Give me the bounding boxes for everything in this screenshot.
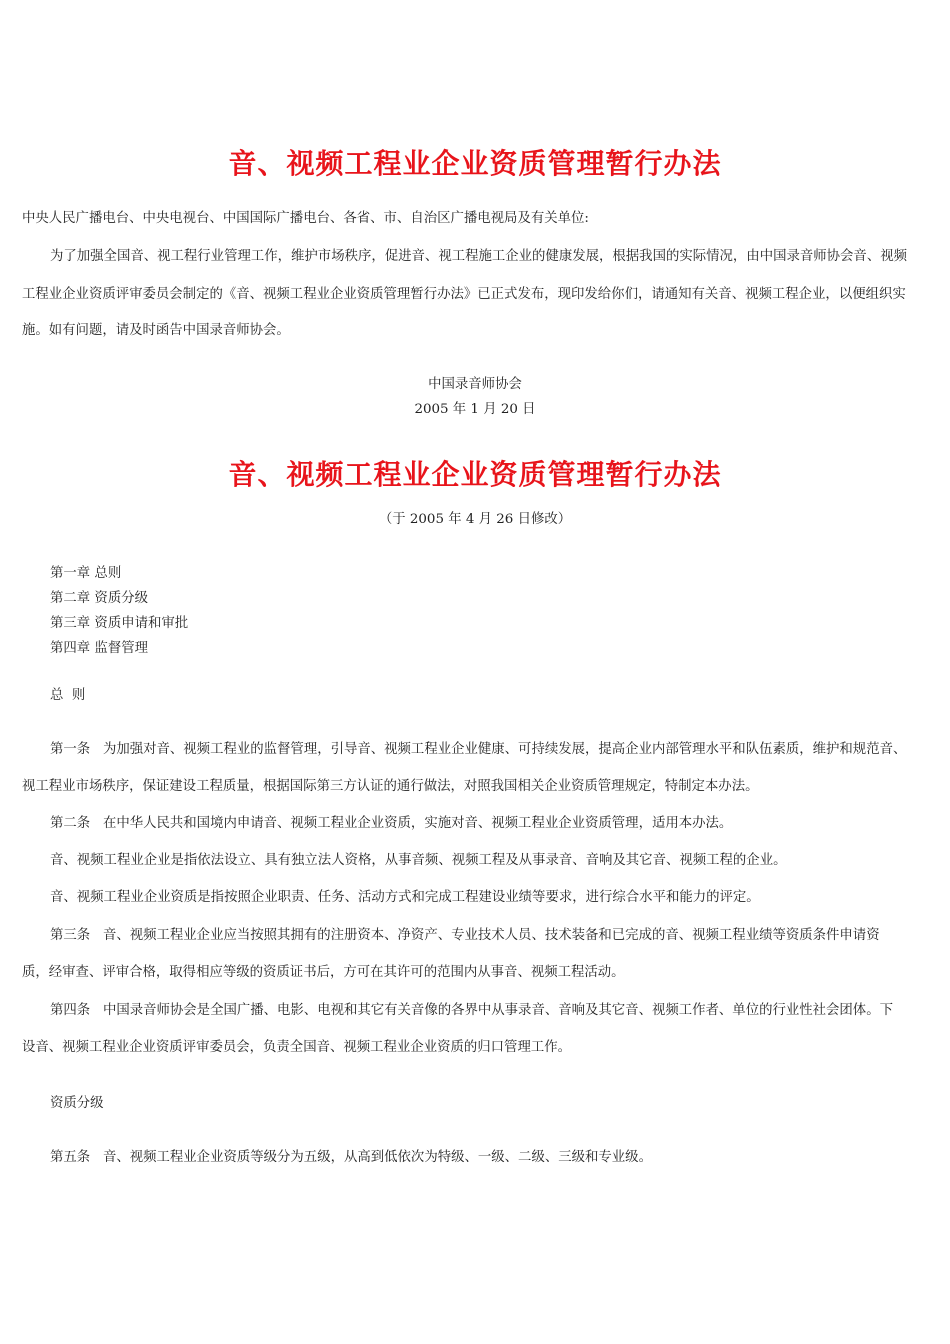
toc-chapter-3: 第三章 资质申请和审批 xyxy=(50,616,189,631)
salutation: 中央人民广播电台、中央电视台、中国国际广播电台、各省、市、自治区广播电视局及有关单位: xyxy=(22,211,589,226)
signature-org: 中国录音师协会 xyxy=(428,377,522,392)
article-1-line-1: 第一条 为加强对音、视频工程业的监督管理，引导音、视频工程业企业健康、可持续发展，提高企业内部管理水平和队伍素质，维护和规范音、 xyxy=(50,742,907,757)
notice-line-2: 工程业企业资质评审委员会制定的《音、视频工程业企业资质管理暂行办法》已正式发布，现印发给你们，请通知有关音、视频工程企业，以便组织实 xyxy=(22,287,906,302)
document-title: 音、视频工程业企业资质管理暂行办法 xyxy=(228,147,722,180)
section-heading-general: 总 则 xyxy=(50,688,86,703)
signature-date: 2005 年 1 月 20 日 xyxy=(414,402,536,417)
notice-line-3: 施。如有问题，请及时函告中国录音师协会。 xyxy=(22,323,290,338)
section-heading-grading: 资质分级 xyxy=(50,1096,104,1111)
regulation-title: 音、视频工程业企业资质管理暂行办法 xyxy=(228,458,722,491)
article-5: 第五条 音、视频工程业企业资质等级分为五级，从高到低依次为特级、一级、二级、三级和专业级。 xyxy=(50,1150,652,1165)
article-2: 第二条 在中华人民共和国境内申请音、视频工程业企业资质，实施对音、视频工程业企业资质管理，适用本办法。 xyxy=(50,816,733,831)
article-3-line-2: 质，经审查、评审合格，取得相应等级的资质证书后，方可在其许可的范围内从事音、视频工程活动。 xyxy=(22,965,625,980)
revision-note: （于 2005 年 4 月 26 日修改） xyxy=(378,512,572,527)
article-4-line-2: 设音、视频工程业企业资质评审委员会，负责全国音、视频工程业企业资质的归口管理工作。 xyxy=(22,1040,572,1055)
article-1-line-2: 视工程业市场秩序，保证建设工程质量，根据国际第三方认证的通行做法，对照我国相关企业资质管理规定，特制定本办法。 xyxy=(22,779,759,794)
article-2-para-3: 音、视频工程业企业资质是指按照企业职责、任务、活动方式和完成工程建设业绩等要求，进行综合水平和能力的评定。 xyxy=(50,890,760,905)
notice-line-1: 为了加强全国音、视工程行业管理工作，维护市场秩序，促进音、视工程施工企业的健康发展，根据我国的实际情况，由中国录音师协会音、视频 xyxy=(50,249,907,264)
toc-chapter-4: 第四章 监督管理 xyxy=(50,641,148,656)
article-3-line-1: 第三条 音、视频工程业企业应当按照其拥有的注册资本、净资产、专业技术人员、技术装备和已完成的音、视频工程业绩等资质条件申请资 xyxy=(50,928,880,943)
article-4-line-1: 第四条 中国录音师协会是全国广播、电影、电视和其它有关音像的各界中从事录音、音响及其它音、视频工作者、单位的行业性社会团体。下 xyxy=(50,1003,893,1018)
toc-chapter-2: 第二章 资质分级 xyxy=(50,591,148,606)
toc-chapter-1: 第一章 总则 xyxy=(50,566,122,581)
article-2-para-2: 音、视频工程业企业是指依法设立、具有独立法人资格，从事音频、视频工程及从事录音、音响及其它音、视频工程的企业。 xyxy=(50,853,787,868)
